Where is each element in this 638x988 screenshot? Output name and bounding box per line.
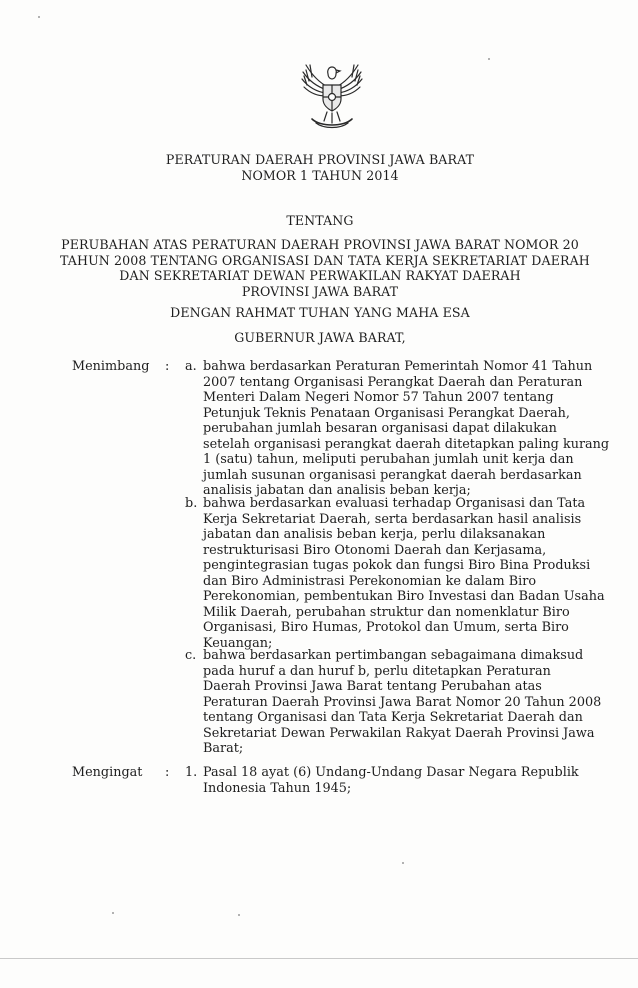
- item-line: Indonesia Tahun 1945;: [203, 780, 352, 796]
- menimbang-label: Menimbang: [72, 359, 150, 374]
- regulation-subject: [60, 237, 590, 299]
- item-line: pada huruf a dan huruf b, perlu ditetapkan Peraturan: [203, 663, 551, 679]
- menimbang-item-a: [185, 359, 610, 499]
- item-line: 2007 tentang Organisasi Perangkat Daerah dan Peraturan: [203, 374, 583, 390]
- item-line: jumlah susunan organisasi perangkat daerah berdasarkan: [203, 467, 582, 483]
- scan-speck: [238, 914, 240, 916]
- menimbang-item-b: [185, 496, 605, 652]
- item-line: bahwa berdasarkan evaluasi terhadap Organisasi dan Tata: [203, 496, 586, 511]
- item-line: Pasal 18 ayat (6) Undang-Undang Dasar Negara Republik: [203, 765, 579, 780]
- item-line: restrukturisasi Biro Otonomi Daerah dan Kerjasama,: [203, 542, 547, 558]
- rahmat-line: [60, 305, 580, 321]
- regulation-title: [60, 152, 580, 183]
- item-marker: a.: [185, 359, 197, 374]
- item-marker: 1.: [185, 765, 198, 780]
- tentang-text: TENTANG: [286, 213, 354, 228]
- mengingat-label: Mengingat: [72, 765, 143, 780]
- item-line: Daerah Provinsi Jawa Barat tentang Perubahan atas: [203, 679, 542, 694]
- mengingat-colon: :: [165, 765, 170, 780]
- title-line-2: NOMOR 1 TAHUN 2014: [241, 167, 399, 183]
- garuda-emblem-icon: [294, 57, 370, 133]
- subject-line: PROVINSI JAWA BARAT: [241, 283, 399, 299]
- scan-speck: [402, 862, 404, 864]
- subject-line: DAN SEKRETARIAT DEWAN PERWAKILAN RAKYAT DAERAH: [119, 268, 521, 283]
- menimbang-colon: :: [165, 359, 170, 374]
- item-line: Barat;: [203, 741, 244, 756]
- item-marker: c.: [185, 648, 197, 663]
- tentang-heading: [60, 213, 580, 229]
- item-line: Milik Daerah, perubahan struktur dan nomenklatur Biro: [203, 604, 570, 620]
- item-line: Sekretariat Dewan Perwakilan Rakyat Daerah Provinsi Jawa: [203, 725, 595, 741]
- menimbang-item-c: [185, 648, 602, 758]
- item-line: perubahan jumlah besaran organisasi dapat dilakukan: [203, 421, 557, 436]
- item-line: dan Biro Administrasi Perekonomian ke dalam Biro: [203, 573, 537, 589]
- gubernur-line: [60, 330, 580, 346]
- item-line: bahwa berdasarkan pertimbangan sebagaimana dimaksud: [203, 648, 584, 663]
- item-line: analisis jabatan dan analisis beban kerja;: [203, 483, 471, 498]
- mengingat-item-1: [185, 765, 585, 799]
- item-marker: b.: [185, 496, 198, 511]
- item-line: Perekonomian, pembentukan Biro Investasi dan Badan Usaha: [203, 589, 605, 604]
- item-line: bahwa berdasarkan Peraturan Pemerintah Nomor 41 Tahun: [203, 359, 593, 374]
- subject-line: TAHUN 2008 TENTANG ORGANISASI DAN TATA KERJA SEKRETARIAT DAERAH: [60, 252, 590, 268]
- item-line: pengintegrasian tugas pokok dan fungsi Biro Bina Produksi: [203, 558, 591, 573]
- item-line: Organisasi, Biro Humas, Protokol dan Umum, serta Biro: [203, 620, 569, 635]
- item-line: Kerja Sekretariat Daerah, serta berdasarkan hasil analisis: [203, 511, 582, 527]
- item-line: jabatan dan analisis beban kerja, perlu dilaksanakan: [203, 527, 546, 542]
- gubernur-text: GUBERNUR JAWA BARAT,: [234, 330, 406, 345]
- title-line-1: PERATURAN DAERAH PROVINSI JAWA BARAT: [165, 152, 475, 167]
- scan-speck: [488, 58, 490, 60]
- item-line: Peraturan Daerah Provinsi Jawa Barat Nomor 20 Tahun 2008: [203, 694, 602, 710]
- scan-speck: [112, 912, 114, 914]
- rahmat-text: DENGAN RAHMAT TUHAN YANG MAHA ESA: [170, 305, 470, 320]
- item-line: Keuangan;: [203, 635, 273, 651]
- item-line: 1 (satu) tahun, meliputi perubahan jumlah unit kerja dan: [203, 452, 574, 467]
- item-line: tentang Organisasi dan Tata Kerja Sekretariat Daerah dan: [203, 710, 583, 725]
- scan-speck: [38, 16, 40, 18]
- subject-line: PERUBAHAN ATAS PERATURAN DAERAH PROVINSI JAWA BARAT NOMOR 20: [61, 237, 579, 252]
- scan-edge-line: [0, 958, 638, 959]
- item-line: setelah organisasi perangkat daerah ditetapkan paling kurang: [203, 436, 610, 452]
- item-line: Menteri Dalam Negeri Nomor 57 Tahun 2007 tentang: [203, 390, 554, 405]
- item-line: Petunjuk Teknis Penataan Organisasi Perangkat Daerah,: [203, 405, 570, 421]
